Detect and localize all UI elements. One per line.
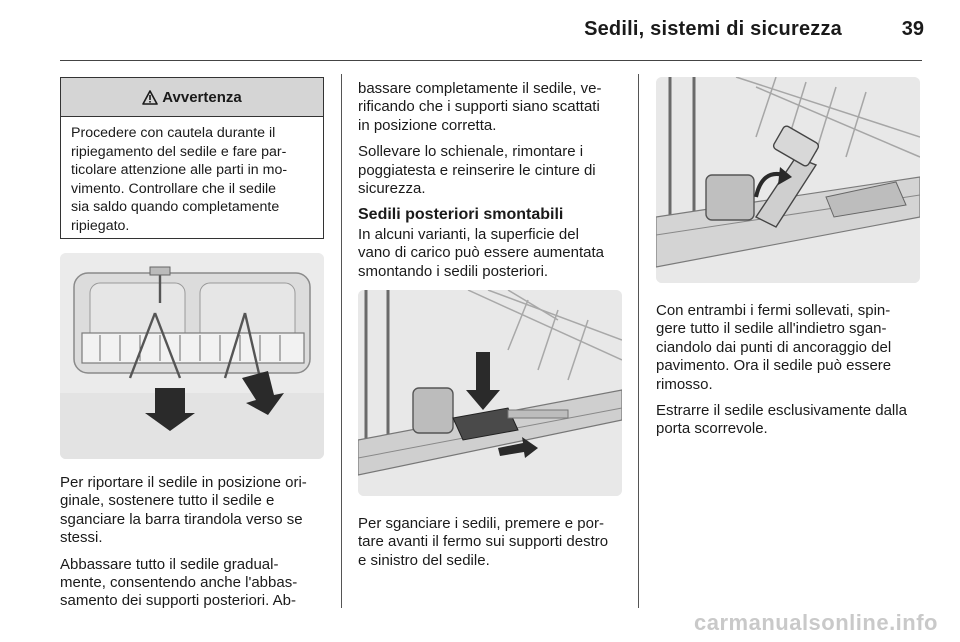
warning-line: vimento. Controllare che il sedile <box>71 180 277 197</box>
col1-text <box>60 474 330 619</box>
col2-text-mid <box>358 226 634 289</box>
warning-heading <box>61 78 323 117</box>
latch-raised-illustration <box>656 77 920 283</box>
warning-line: ripiegato. <box>71 217 130 234</box>
seat-fold-drawing <box>60 253 324 459</box>
col2-paragraph-4: Per sganciare i sedili, premere e por- tare avanti il fermo sui supporti destro e sinistro del sedile. <box>358 515 609 569</box>
warning-line: ripiegamento del sedile e fare par- <box>71 143 287 160</box>
warning-triangle-icon <box>142 90 158 105</box>
warning-text <box>61 117 323 235</box>
watermark: carmanualsonline.info <box>694 610 938 635</box>
page-header-title: Sedili, sistemi di sicurezza <box>584 18 842 40</box>
warning-line: ticolare attenzione alle parti in mo- <box>71 162 288 178</box>
section-title: Sedili posteriori smontabili <box>358 206 564 223</box>
page-number: 39 <box>901 18 924 40</box>
seat-fold-illustration <box>60 253 324 459</box>
col3-paragraph-2: Estrarre il sedile esclusivamente dalla porta scorrevole. <box>656 402 907 438</box>
col2-text-top <box>358 80 630 206</box>
warning-line: sia saldo quando completamente <box>71 199 280 215</box>
latch-release-illustration <box>358 290 622 496</box>
col3-paragraph-1: Con entrambi i fermi sollevati, spin- gere tutto il sedile all'indietro sgan- ciandolo dai punti di ancoraggio del pavimento. Ora il sedile può essere rimosso. <box>656 302 892 393</box>
col3-text <box>656 302 936 447</box>
col2-paragraph-1: bassare completamente il sedile, ve- rificando che i supporti siano scattati in posizione corretta. <box>358 80 602 134</box>
col2-text-bottom <box>358 515 634 578</box>
col2-paragraph-3: In alcuni varianti, la superficie del vano di carico può essere aumentata smontando i sedili posteriori. <box>358 226 604 280</box>
col1-paragraph-1: Per riportare il sedile in posizione ori- ginale, sostenere tutto il sedile e sganciare la barra tirandola verso se stessi. <box>60 474 307 547</box>
column-divider-1 <box>341 74 342 608</box>
header-rule <box>60 60 922 61</box>
warning-heading-text: Avvertenza <box>162 88 242 106</box>
col1-paragraph-2: Abbassare tutto il sedile gradual- mente, consentendo anche l'abbas- samento dei supporti posteriori. Ab- <box>60 555 298 610</box>
column-divider-2 <box>638 74 639 608</box>
col2-paragraph-2: Sollevare lo schienale, rimontare i poggiatesta e reinserire le cinture di sicurezza. <box>358 143 596 198</box>
warning-line: Procedere con cautela durante il <box>71 125 276 141</box>
latch-raised-drawing <box>656 77 920 283</box>
warning-box <box>60 77 324 239</box>
latch-release-drawing <box>358 290 622 496</box>
